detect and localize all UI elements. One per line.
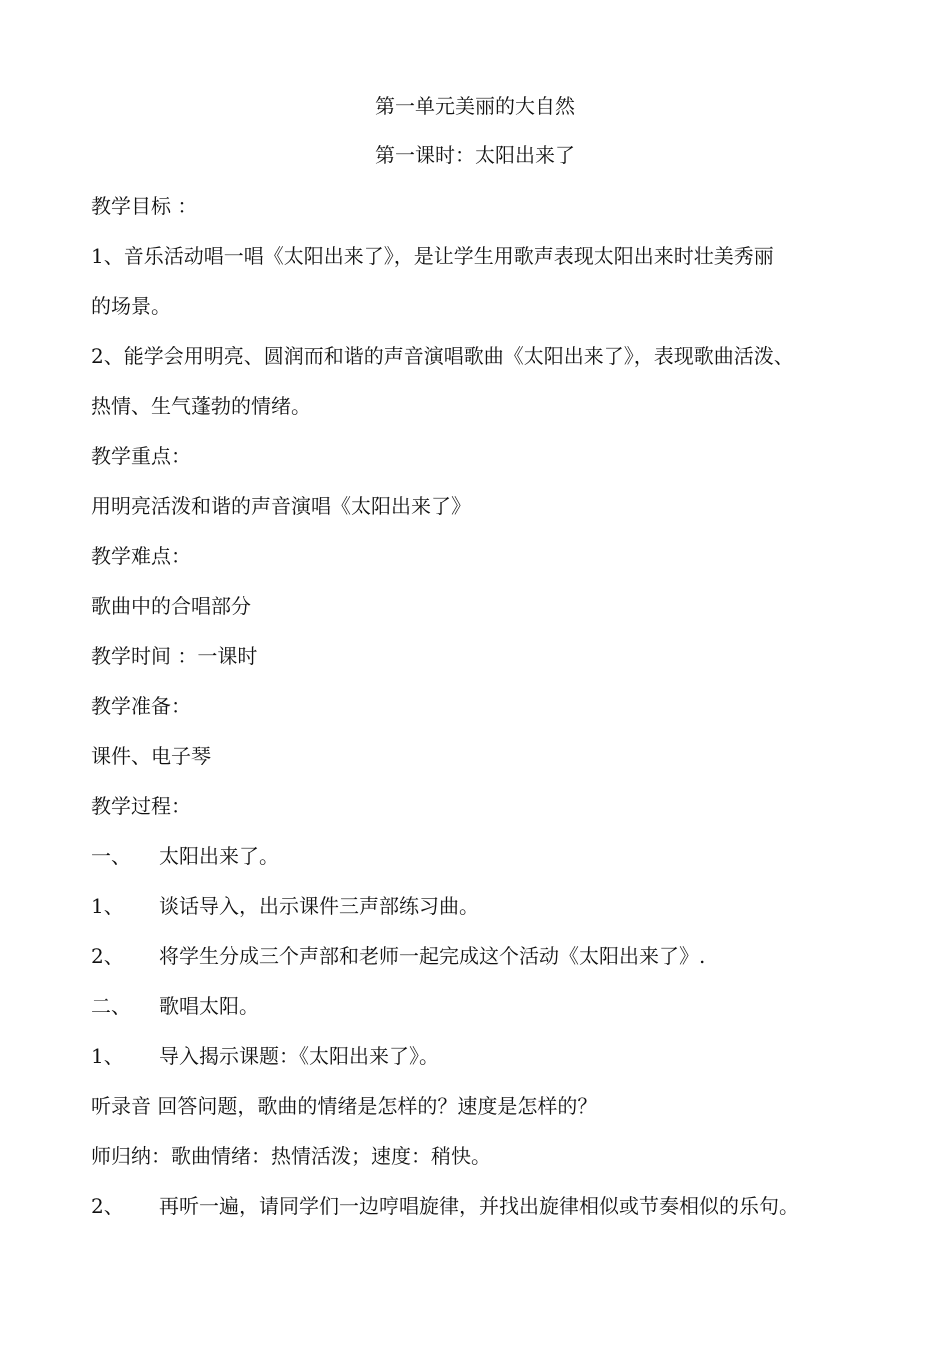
section-2 — [91, 991, 870, 1021]
section-2-item-1-number: 1、 — [91, 1044, 124, 1068]
objectives-heading: 教学目标 ： — [91, 194, 198, 218]
objective-2-line1: 2、能学会用明亮、圆润而和谐的声音演唱歌曲《太阳出来了》，表现歌曲活泼、 — [91, 344, 794, 368]
difficulty-heading: 教学难点： — [91, 544, 191, 568]
objective-2-line2: 热情、生气蓬勃的情绪。 — [91, 394, 311, 418]
section-1-number: 一、 — [91, 844, 131, 868]
section-1-item-1 — [91, 891, 870, 921]
section-1-item-1-text: 谈话导入，出示课件三声部练习曲。 — [159, 894, 479, 918]
document-title: 第一单元美丽的大自然 — [375, 94, 575, 118]
process-heading: 教学过程： — [91, 794, 191, 818]
section-2-item-2-text: 再听一遍，请同学们一边哼唱旋律，并找出旋律相似或节奏相似的乐句。 — [159, 1194, 799, 1218]
section-2-item-1-text: 导入揭示课题：《太阳出来了》。 — [159, 1044, 439, 1068]
section-2-item-1 — [91, 1041, 870, 1071]
section-2-text: 歌唱太阳。 — [159, 994, 259, 1018]
objective-1-line1: 1、音乐活动唱一唱《太阳出来了》，是让学生用歌声表现太阳出来时壮美秀丽 — [91, 244, 774, 268]
section-1-item-2-number: 2、 — [91, 944, 124, 968]
difficulty-text: 歌曲中的合唱部分 — [91, 594, 251, 618]
key-points-heading: 教学重点： — [91, 444, 191, 468]
section-2-number: 二、 — [91, 994, 131, 1018]
objective-1-line2: 的场景。 — [91, 294, 171, 318]
section-1-item-2-text: 将学生分成三个声部和老师一起完成这个活动《太阳出来了》. — [159, 944, 706, 968]
section-1 — [91, 841, 870, 871]
section-1-item-1-number: 1、 — [91, 894, 124, 918]
lesson-subtitle: 第一课时：太阳出来了 — [375, 143, 575, 167]
prep-heading: 教学准备： — [91, 694, 191, 718]
section-1-item-2 — [91, 941, 870, 971]
section-2-item-2 — [91, 1191, 870, 1221]
section-2-item-2-number: 2、 — [91, 1194, 124, 1218]
prep-text: 课件、电子琴 — [91, 744, 211, 768]
section-1-text: 太阳出来了。 — [159, 844, 279, 868]
teaching-time: 教学时间 ：一课时 — [91, 644, 258, 668]
teacher-summary: 师归纳：歌曲情绪：热情活泼；速度：稍快。 — [91, 1144, 491, 1168]
listen-question: 听录音 回答问题，歌曲的情绪是怎样的？速度是怎样的？ — [91, 1094, 598, 1118]
key-points-text: 用明亮活泼和谐的声音演唱《太阳出来了》 — [91, 494, 471, 518]
